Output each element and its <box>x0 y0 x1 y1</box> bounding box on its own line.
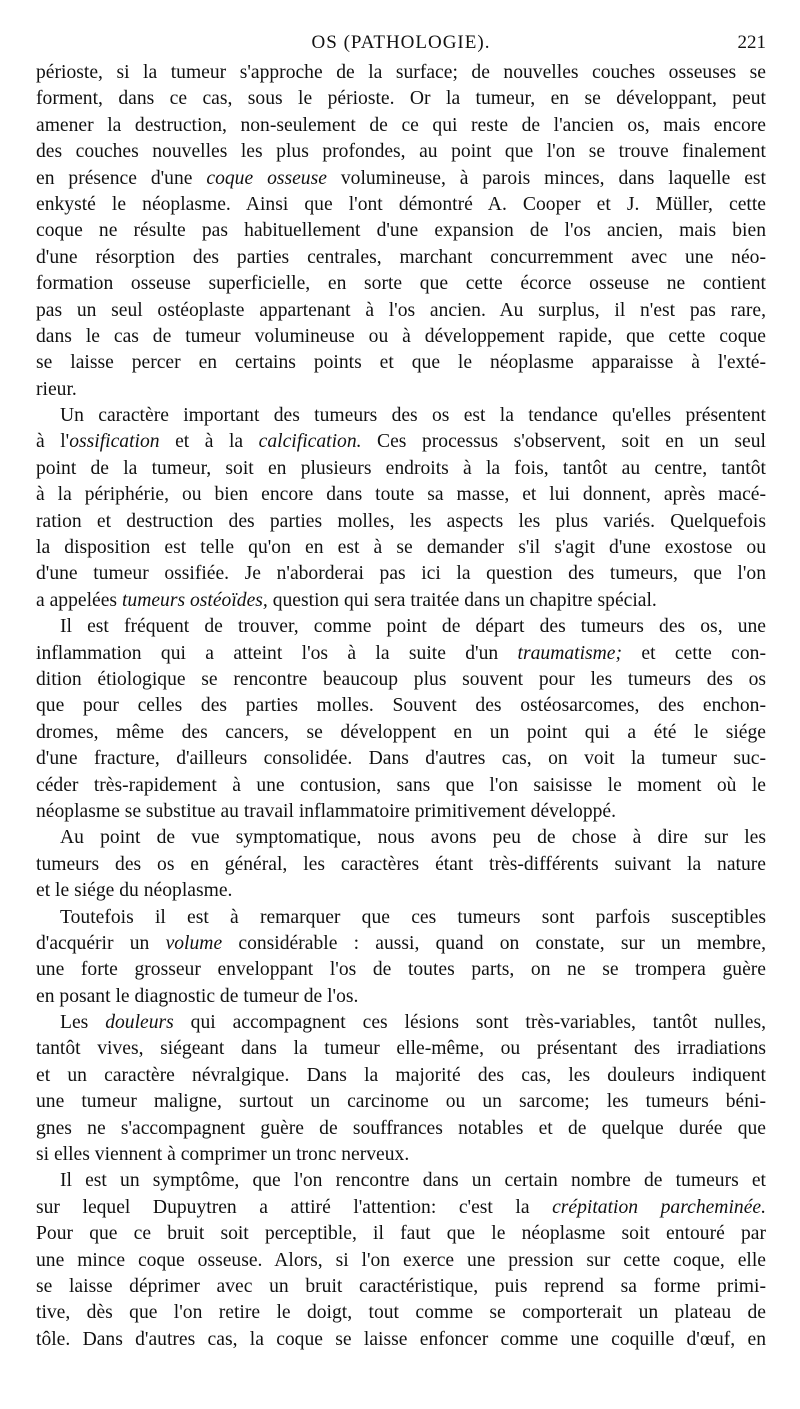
text-run: d'une fracture, d'ailleurs consolidée. Dans d'autres cas, on voit la tumeur suc- <box>36 748 766 770</box>
page-header <box>36 30 766 60</box>
text-run: Il est fréquent de trouver, comme point de départ des tumeurs des os, une <box>60 616 766 638</box>
text-run: inflammation qui a atteint l'os à la suite d'un <box>36 642 518 664</box>
italic-term: traumatisme; <box>517 642 623 664</box>
text-line <box>36 113 766 139</box>
running-title: OS (PATHOLOGIE). <box>311 32 491 53</box>
text-run: une forte grosseur enveloppant l'os de toutes parts, on ne se trompera guère <box>36 959 766 981</box>
text-line <box>36 720 766 746</box>
text-run: d'une tumeur ossifiée. Je n'aborderai pas ici la question des tumeurs, que l'on <box>36 563 766 585</box>
page-number: 221 <box>737 32 766 53</box>
text-line <box>36 1142 766 1168</box>
text-line <box>36 86 766 112</box>
body-text <box>36 60 766 1353</box>
paragraph <box>36 905 766 1011</box>
text-run: Pour que ce bruit soit perceptible, il faut que le néoplasme soit entouré par <box>36 1223 766 1245</box>
text-line <box>36 1221 766 1247</box>
text-line <box>36 1036 766 1062</box>
text-line <box>36 1063 766 1089</box>
text-line <box>36 403 766 429</box>
text-run: tantôt vives, siégeant dans la tumeur elle-même, ou présentant des irradiations <box>36 1038 766 1060</box>
italic-term: douleurs <box>105 1012 174 1034</box>
text-line <box>36 1168 766 1194</box>
text-line <box>36 773 766 799</box>
text-run: rieur. <box>36 378 77 400</box>
text-run: dans le cas de tumeur volumineuse ou à développement rapide, que cette coque <box>36 325 766 347</box>
text-line <box>36 693 766 719</box>
text-line <box>36 1300 766 1326</box>
text-run: à l' <box>36 431 70 453</box>
text-line <box>36 1195 766 1221</box>
text-line <box>36 456 766 482</box>
text-line <box>36 931 766 957</box>
text-line <box>36 218 766 244</box>
text-run: en présence d'une <box>36 167 207 189</box>
text-line <box>36 746 766 772</box>
text-run: considérable : aussi, quand on constate, sur un membre, <box>222 932 766 954</box>
text-run: et un caractère névralgique. Dans la majorité des cas, les douleurs indiquent <box>36 1064 766 1086</box>
text-run: sur lequel Dupuytren a attiré l'attention: c'est la <box>36 1196 553 1218</box>
text-line <box>36 166 766 192</box>
text-line <box>36 1248 766 1274</box>
text-run: se laisse déprimer avec un bruit caractéristique, puis reprend sa forme primi- <box>36 1275 766 1297</box>
text-line <box>36 139 766 165</box>
text-run: d'une résorption des parties centrales, marchant concurremment avec une néo- <box>36 246 766 268</box>
text-line <box>36 984 766 1010</box>
italic-term: calcification. <box>258 431 362 453</box>
text-run: périoste, si la tumeur s'approche de la surface; de nouvelles couches osseuses se <box>36 62 766 83</box>
text-run: tive, dès que l'on retire le doigt, tout comme se comporterait un plateau de <box>36 1302 766 1324</box>
italic-term: tumeurs ostéoïdes, <box>121 589 268 611</box>
text-run: ration et destruction des parties molles, les aspects les plus variés. Quelquefois <box>36 510 766 532</box>
text-run: Au point de vue symptomatique, nous avons peu de chose à dire sur les <box>60 827 766 849</box>
text-line <box>36 957 766 983</box>
text-run: Ces processus s'observent, soit en un seul <box>361 431 766 453</box>
text-line <box>36 192 766 218</box>
text-line <box>36 482 766 508</box>
text-line <box>36 878 766 904</box>
italic-term: volume <box>165 932 223 954</box>
text-line <box>36 509 766 535</box>
text-line <box>36 1089 766 1115</box>
paragraph <box>36 60 766 403</box>
text-run: gnes ne s'accompagnent guère de souffrances notables et de quelque durée que <box>36 1117 766 1139</box>
paragraph <box>36 614 766 825</box>
text-run: une mince coque osseuse. Alors, si l'on exerce une pression sur cette coque, elle <box>36 1249 766 1271</box>
text-run: céder très-rapidement à une contusion, sans que l'on saisisse le moment où le <box>36 774 766 796</box>
text-run: tumeurs des os en général, les caractères étant très-différents suivant la nature <box>36 853 766 875</box>
text-line <box>36 1274 766 1300</box>
text-line <box>36 588 766 614</box>
paragraph <box>36 1010 766 1168</box>
paragraph <box>36 403 766 614</box>
text-run: une tumeur maligne, surtout un carcinome ou un sarcome; les tumeurs béni- <box>36 1091 766 1113</box>
text-run: Un caractère important des tumeurs des os est la tendance qu'elles présentent <box>60 405 766 427</box>
text-run: formation osseuse superficielle, en sorte que cette écorce osseuse ne contient <box>36 273 766 295</box>
text-line <box>36 905 766 931</box>
text-line <box>36 667 766 693</box>
text-run: d'acquérir un <box>36 932 166 954</box>
text-run: et le siége du néoplasme. <box>36 880 233 902</box>
text-run: coque ne résulte pas habituellement d'une expansion de l'os ancien, mais bien <box>36 220 766 242</box>
text-run: volumineuse, à parois minces, dans laquelle est <box>326 167 766 189</box>
text-run: Les <box>60 1012 106 1034</box>
text-line <box>36 298 766 324</box>
italic-term: ossification <box>69 431 160 453</box>
text-line <box>36 245 766 271</box>
text-run: la disposition est telle qu'on en est à se demander s'il s'agit d'une exostose ou <box>36 537 766 559</box>
text-line <box>36 535 766 561</box>
text-run: et à la <box>159 431 259 453</box>
text-run: a appelées <box>36 589 122 611</box>
text-line <box>36 1010 766 1036</box>
text-line <box>36 641 766 667</box>
text-line <box>36 271 766 297</box>
text-line <box>36 1116 766 1142</box>
text-run: des couches nouvelles les plus profondes, au point que l'on se trouve finalement <box>36 141 766 163</box>
text-line <box>36 350 766 376</box>
text-run: point de la tumeur, soit en plusieurs endroits à la fois, tantôt au centre, tantôt <box>36 457 766 479</box>
text-run: question qui sera traitée dans un chapitre spécial. <box>267 589 657 611</box>
text-run: amener la destruction, non-seulement de ce qui reste de l'ancien os, mais encore <box>36 114 766 136</box>
text-run: et cette con- <box>622 642 766 664</box>
text-run: pas un seul ostéoplaste appartenant à l'os ancien. Au surplus, il n'est pas rare, <box>36 299 766 321</box>
text-line <box>36 1327 766 1353</box>
text-run: enkysté le néoplasme. Ainsi que l'ont démontré A. Cooper et J. Müller, cette <box>36 193 766 215</box>
text-line <box>36 561 766 587</box>
italic-term: crépitation parcheminée. <box>552 1196 766 1218</box>
text-line <box>36 429 766 455</box>
text-line <box>36 799 766 825</box>
paragraph <box>36 1168 766 1353</box>
text-line <box>36 60 766 86</box>
text-line <box>36 614 766 640</box>
italic-term: coque osseuse <box>206 167 327 189</box>
text-run: en posant le diagnostic de tumeur de l'os. <box>36 985 359 1007</box>
text-run: Toutefois il est à remarquer que ces tumeurs sont parfois susceptibles <box>60 906 766 928</box>
text-run: forment, dans ce cas, sous le périoste. Or la tumeur, en se développant, peut <box>36 88 766 110</box>
text-line <box>36 324 766 350</box>
text-run: dromes, même des cancers, se développent en un point qui a été le siége <box>36 721 766 743</box>
text-run: à la périphérie, ou bien encore dans toute sa masse, et lui donnent, après macé- <box>36 484 766 506</box>
text-run: Il est un symptôme, que l'on rencontre dans un certain nombre de tumeurs et <box>60 1170 766 1192</box>
text-line <box>36 377 766 403</box>
text-run: si elles viennent à comprimer un tronc nerveux. <box>36 1144 410 1166</box>
text-line <box>36 852 766 878</box>
text-run: tôle. Dans d'autres cas, la coque se laisse enfoncer comme une coquille d'œuf, en <box>36 1328 766 1350</box>
text-run: dition étiologique se rencontre beaucoup plus souvent pour les tumeurs des os <box>36 668 766 690</box>
paragraph <box>36 825 766 904</box>
text-run: se laisse percer en certains points et que le néoplasme apparaisse à l'exté- <box>36 352 766 374</box>
text-run: néoplasme se substitue au travail inflammatoire primitivement développé. <box>36 800 617 822</box>
text-line <box>36 825 766 851</box>
text-run: qui accompagnent ces lésions sont très-variables, tantôt nulles, <box>173 1012 766 1034</box>
text-run: que pour celles des parties molles. Souvent des ostéosarcomes, des enchon- <box>36 695 766 717</box>
